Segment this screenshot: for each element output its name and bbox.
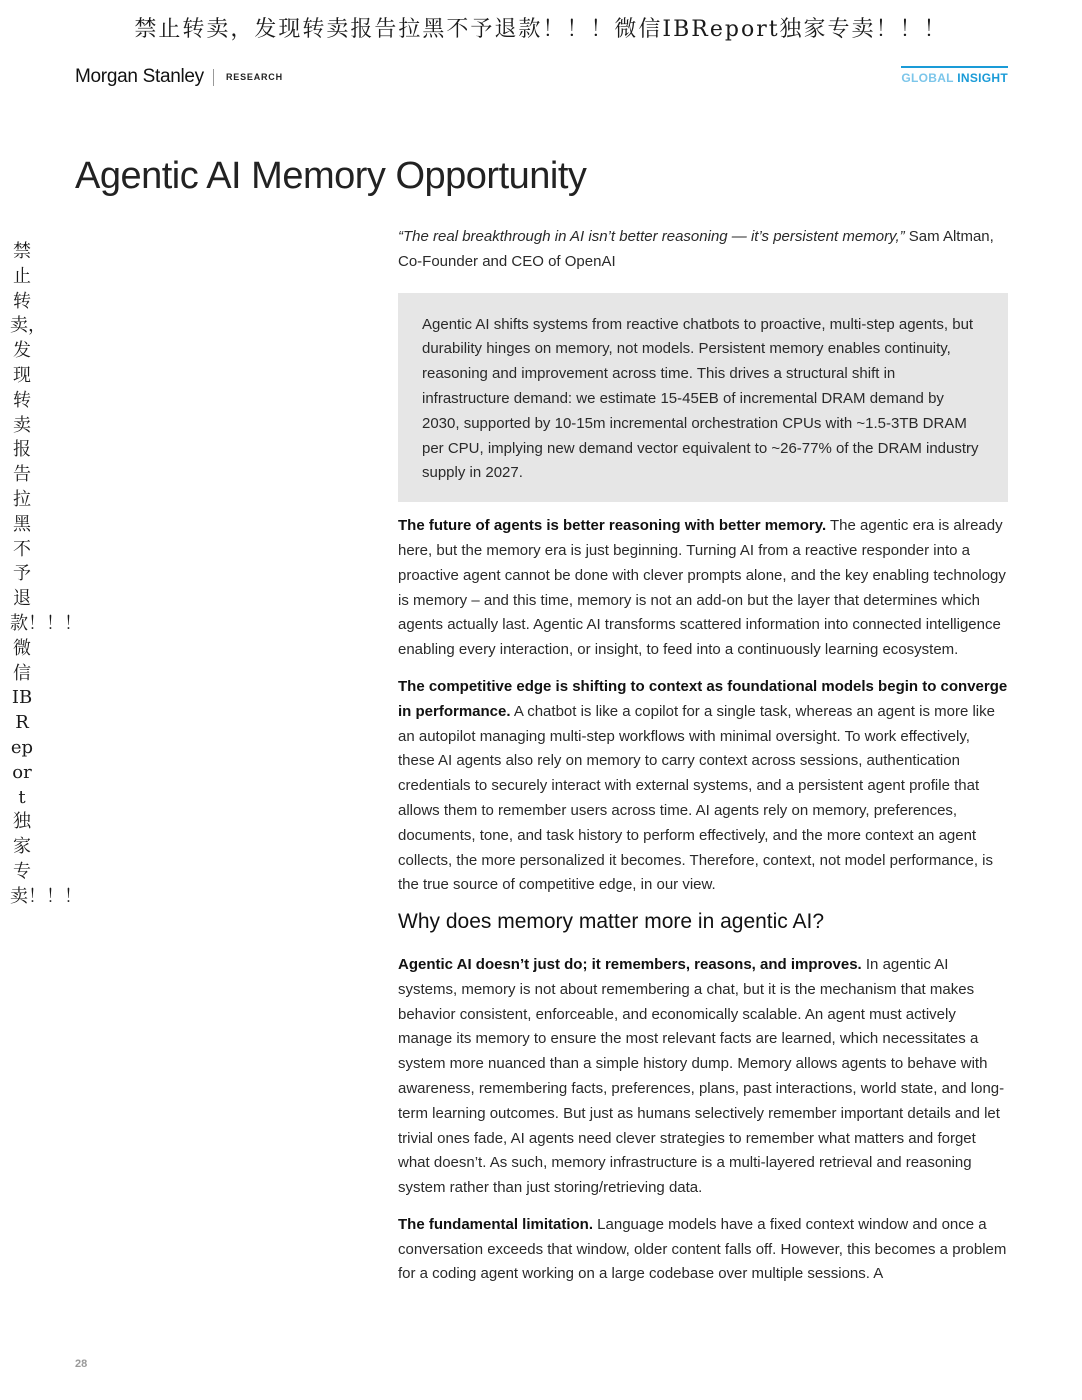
paragraph-lead: The future of agents is better reasoning with better memory. — [398, 517, 827, 535]
paragraph-lead: The fundamental limitation. — [398, 1215, 594, 1233]
section-label-part1: GLOBAL — [901, 71, 954, 85]
page-title: Agentic AI Memory Opportunity — [75, 155, 587, 197]
paragraph-body: The agentic era is already here, but the memory era is just beginning. Turning AI from a reactive responder into a proactive agent cannot be done with clever prompts alone, and the key enabling technology is memory – and this time, memory is not an add-on but the layer that determines which agents actually last. Agentic AI transforms scattered information into connected intelligence enabling every interaction, or insight, to feed into a continuously learning ecosystem. — [398, 517, 1006, 659]
page-header — [75, 66, 1008, 90]
logo-divider — [213, 69, 214, 86]
opening-quote — [398, 225, 1008, 275]
main-column — [398, 225, 1008, 1299]
paragraph-lead: Agentic AI doesn’t just do; it remembers, reasons, and improves. — [398, 955, 862, 973]
section-heading: Why does memory matter more in agentic AI? — [398, 910, 824, 934]
page-number: 28 — [75, 1358, 88, 1370]
division-label: RESEARCH — [226, 72, 283, 82]
morgan-stanley-logo: Morgan Stanley — [75, 66, 204, 87]
quote-text: “The real breakthrough in AI isn’t better reasoning — it’s persistent memory,” — [398, 228, 905, 245]
body-paragraph — [398, 675, 1008, 898]
summary-text: Agentic AI shifts systems from reactive chatbots to proactive, multi-step agents, but durability hinges on memory, not models. Persistent memory enables continuity, reasoning and improvement across time. This drives a structural shift in infrastructure demand: we estimate 15-45EB of incremental DRAM demand by 2030, supported by 10-15m incremental orchestration CPUs with ~1.5-3TB DRAM per CPU, implying new demand vector equivalent to ~26-77% of the DRAM industry supply in 2027. — [422, 315, 979, 482]
summary-box — [398, 293, 1008, 503]
body-paragraph — [398, 1213, 1008, 1287]
section-label-part2: INSIGHT — [957, 71, 1008, 85]
section-label — [901, 66, 1008, 85]
watermark-top: 禁止转卖，发现转卖报告拉黑不予退款！！！微信IBReport独家专卖！！！ — [134, 17, 948, 42]
paragraph-body: A chatbot is like a copilot for a single task, whereas an agent is more like an autopilot managing multi-step workflows with minimal oversight. To work effectively, these AI agents also rely on memory to carry context across sessions, authentication credentials to securely interact with external systems, and a persistent agent profile that allows them to remember users across time. AI agents rely on memory, preferences, documents, tone, and task history to perform effectively, and the more context an agent collects, the more personalized it becomes. Therefore, context, not model performance, is the true source of competitive edge, in our view. — [398, 702, 995, 894]
watermark-side: 禁止转卖，发现转卖报告拉黑不予退款！！！微信IBReport独家专卖！！！ — [10, 241, 82, 907]
body-paragraph — [398, 514, 1008, 663]
body-paragraph — [398, 953, 1008, 1201]
quote-attribution: Sam Altman, Co-Founder and CEO of OpenAI — [398, 228, 994, 270]
paragraph-body: In agentic AI systems, memory is not about remembering a chat, but it is the mechanism that makes behavior consistent, enforceable, and economically scalable. An agent must actively manage its memory to ensure the most relevant facts are learned, which necessitates a system more nuanced than a simple history dump. Memory allows agents to behave with awareness, remembering facts, preferences, plans, past interactions, world state, and long-term learning outcomes. But just as humans selectively remember important details and let trivial ones fade, AI agents need clever strategies to remember what matters and forget what doesn’t. As such, memory infrastructure is a multi-layered retrieval and reasoning system rather than just storing/retrieving data. — [398, 955, 1005, 1197]
paragraph-lead: The competitive edge is shifting to context as foundational models begin to converge in performance. — [398, 677, 1008, 720]
paragraph-body: Language models have a fixed context window and once a conversation exceeds that window, older content falls off. However, this becomes a problem for a coding agent working on a large codebase over multiple sessions. A — [398, 1215, 1007, 1283]
